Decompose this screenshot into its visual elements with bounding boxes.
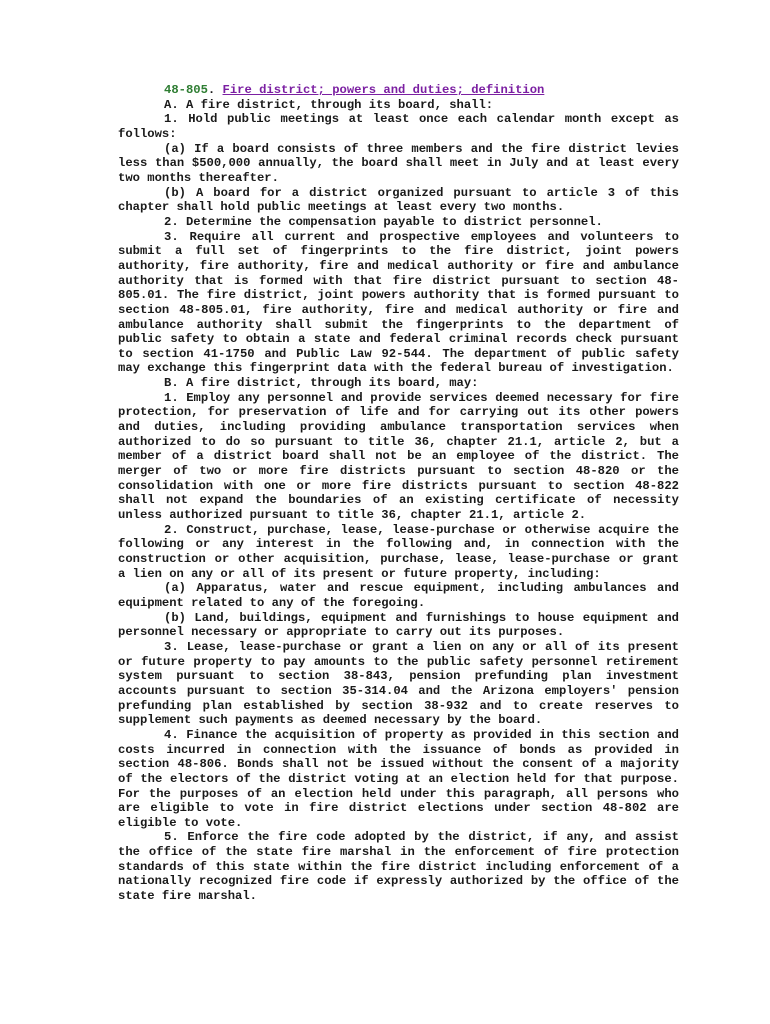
paragraph-a2: 2. Determine the compensation payable to district personnel. bbox=[164, 214, 603, 229]
paragraph-b2: 2. Construct, purchase, lease, lease-purchase or otherwise acquire the following or any interest in the following and, in connection with the construction or other acquisition, purchase, lease, lease-purchase or grant a lien on any or all of its present or future property, including: bbox=[118, 522, 679, 581]
subsection-a-intro: A. A fire district, through its board, shall: bbox=[164, 97, 494, 112]
subsection-b-intro: B. A fire district, through its board, may: bbox=[164, 376, 479, 391]
paragraph-b2-sub-a: (a) Apparatus, water and rescue equipment, including ambulances and equipment related to any of the foregoing. bbox=[118, 581, 679, 610]
section-title-link[interactable]: Fire district; powers and duties; definition bbox=[222, 83, 545, 97]
paragraph-a1-sub-b: (b) A board for a district organized pursuant to article 3 of this chapter shall hold public meetings at least every two months. bbox=[118, 185, 679, 215]
paragraph-b5: 5. Enforce the fire code adopted by the district, if any, and assist the office of the state fire marshal in the enforcement of fire protection standards of this state within the fire district including enforcement of a nationally recognized fire code if expressly authorized by the office of the state fire marshal. bbox=[118, 830, 679, 904]
paragraph-b1: 1. Employ any personnel and provide services deemed necessary for fire protection, for preservation of life and for carrying out its other powers and duties, including providing ambulance transportation services when authorized to do so pursuant to title 36, chapter 21.1, article 2, but a member of a district board shall not be an employee of the district. The merger of two or more fire districts pursuant to section 48-820 or the consolidation with one or more fire districts pursuant to section 48-822 shall not expand the boundaries of an existing certificate of necessity unless authorized pursuant to title 36, chapter 21.1, article 2. bbox=[118, 390, 679, 523]
paragraph-b3: 3. Lease, lease-purchase or grant a lien on any or all of its present or future property to pay amounts to the public safety personnel retirement system pursuant to section 38-843, pension prefunding plan investment accounts pursuant to section 35-314.04 and the Arizona employers' pension prefunding plan established by section 38-932 and to create reserves to supplement such payments as deemed necessary by the board. bbox=[118, 639, 679, 728]
paragraph-a3: 3. Require all current and prospective employees and volunteers to submit a full set of fingerprints to the fire district, joint powers authority, fire authority, fire and medical authority or fire and ambulance authority that is formed with that fire district pursuant to section 48-805.01. The fire district, joint powers authority that is formed pursuant to section 48-805.01, fire authority, fire and medical authority or fire and ambulance authority shall submit the fingerprints to the department of public safety to obtain a state and federal criminal records check pursuant to section 41-1750 and Public Law 92-544. The department of public safety may exchange this fingerprint data with the federal bureau of investigation. bbox=[118, 229, 679, 376]
paragraph-b4: 4. Finance the acquisition of property as provided in this section and costs incurred in connection with the issuance of bonds as provided in section 48-806. Bonds shall not be issued without the consent of a majority of the electors of the district voting at an election held for that purpose. For the purposes of an election held under this paragraph, all persons who are eligible to vote in fire district elections under section 48-802 are eligible to vote. bbox=[118, 727, 679, 830]
section-heading: 48-805. Fire district; powers and duties; definition bbox=[164, 83, 545, 97]
paragraph-b2-sub-b: (b) Land, buildings, equipment and furnishings to house equipment and personnel necessary or appropriate to carry out its purposes. bbox=[118, 610, 679, 640]
section-number: 48-805 bbox=[164, 83, 208, 97]
paragraph-a1-sub-a: (a) If a board consists of three members and the fire district levies less than $500,000 annually, the board shall meet in July and at least every two months thereafter. bbox=[118, 141, 679, 185]
statute-document bbox=[118, 83, 679, 904]
paragraph-a1: 1. Hold public meetings at least once each calendar month except as follows: bbox=[118, 112, 679, 141]
